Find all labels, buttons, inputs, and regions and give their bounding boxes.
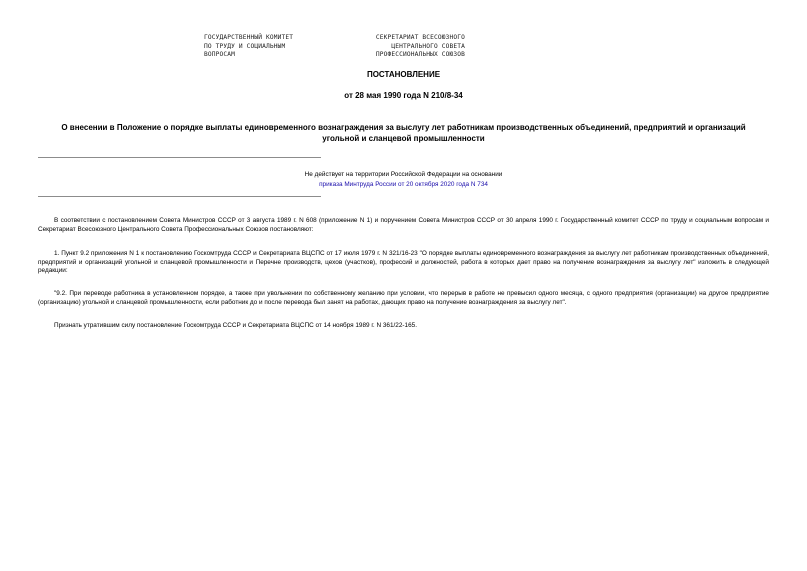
issuer-left-line: ГОСУДАРСТВЕННЫЙ КОМИТЕТ [204,34,294,41]
issuer-right-line: СЕКРЕТАРИАТ ВСЕСОЮЗНОГО [375,34,465,41]
issuer-right-line: ЦЕНТРАЛЬНОГО СОВЕТА [391,42,465,50]
status-text: Не действует на территории Российской Федерации на основании [304,171,503,178]
issuer-left-line: ВОПРОСАМ [204,51,236,59]
issuer-right-line: ПРОФЕССИОНАЛЬНЫХ СОЮЗОВ [375,51,465,59]
divider-top [38,157,321,158]
document-type: ПОСТАНОВЛЕНИЕ [366,70,441,79]
issuer-left-line: ПО ТРУДУ И СОЦИАЛЬНЫМ [204,42,286,50]
body-paragraph-quote: "9.2. При переводе работника в установленном порядке, а также при увольнении по собственному желанию при условии, что перерыв в работе не превысил одного месяца, с одного предприятия (организации) на другое предприятие (организацию) угольной и сланцевой промышленности, если работник до и после перевода был занят на работах, дающих право на получение вознаграждения за выслугу лет". [38,290,769,306]
issuer-left-header [204,34,293,60]
status-notice [0,170,807,190]
issuer-right-header [352,34,465,60]
body-paragraph-item-1: 1. Пункт 9.2 приложения N 1 к постановлению Госкомтруда СССР и Секретариата ВЦСПС от 17 июля 1979 г. N 321/16-23 "О порядке выплаты единовременного вознаграждения за выслугу лет работникам производственных объединений, предприятий и организаций угольной и сланцевой промышленности и Перечне производств, цехов (участков), профессий и должностей, работа в которых дает право на получение вознаграждения за выслугу лет" изложить в следующей редакции: [38,250,769,275]
document-date-number: от 28 мая 1990 года N 210/8-34 [344,91,463,100]
document-title: О внесении в Положение о порядке выплаты единовременного вознаграждения за выслугу лет работникам производственных объединений, предприятий и организаций угольной и сланцевой промышленности [61,123,746,143]
status-link[interactable]: приказа Минтруда России от 20 октября 2020 года N 734 [319,181,488,188]
body-paragraph-preamble: В соответствии с постановлением Совета Министров СССР от 3 августа 1989 г. N 608 (приложение N 1) и поручением Совета Министров СССР от 30 апреля 1990 г. Государственный комитет СССР по труду и социальным вопросам и Секретариат Всесоюзного Центрального Совета Профессиональных Союзов постановляют: [38,217,769,233]
body-paragraph-repeal: Признать утратившим силу постановление Госкомтруда СССР и Секретариата ВЦСПС от 14 ноября 1989 г. N 361/22-165. [54,322,417,329]
divider-bottom [38,196,321,197]
